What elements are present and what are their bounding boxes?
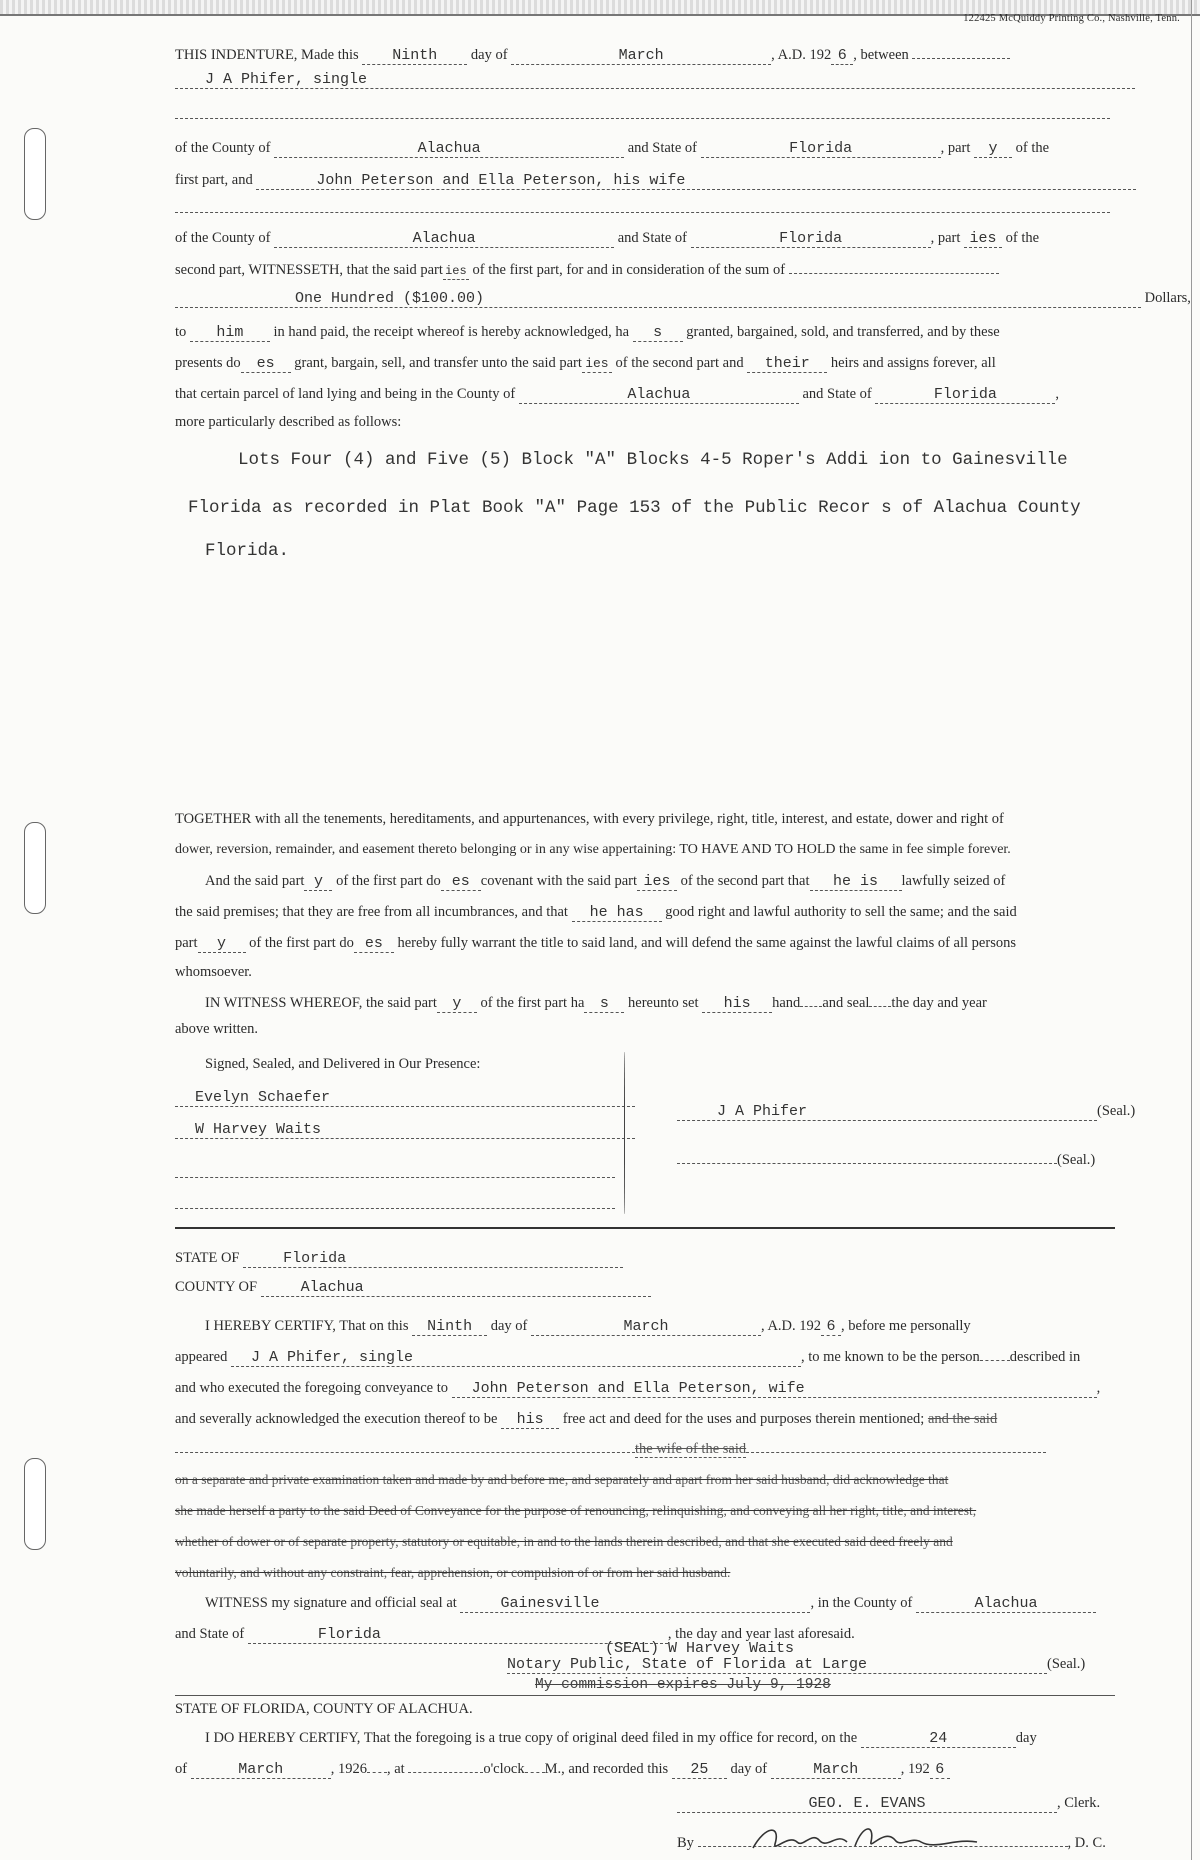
- together-line-3: And the said part y of the first part do es covenant with the said part ies of the second part that he is lawfully seized of: [205, 873, 1006, 890]
- indenture-line-6: of the County of Alachua and State of Florida , part ies of the: [175, 230, 1040, 247]
- county-field: Alachua: [274, 140, 624, 158]
- struck-text-2: she made herself a party to the said Deed of Conveyance for the purpose of renouncing, relinquishing, and conveying all her right, title, and interest,: [175, 1503, 977, 1518]
- notary-line: Notary Public, State of Florida at Large (Seal.): [507, 1656, 1086, 1673]
- deputy-signature-scrawl: [745, 1820, 985, 1856]
- witness-1-line: [175, 1089, 615, 1107]
- grantee-field: John Peterson and Ella Peterson, his wife: [256, 172, 1136, 190]
- grantor-line: [175, 71, 1110, 89]
- indenture-line-4: first part, and John Peterson and Ella Peterson, his wife: [175, 172, 1110, 190]
- indenture-line-9: to him in hand paid, the receipt whereof is hereby acknowledged, ha s granted, bargained, sold, and transferred, and by these: [175, 324, 1000, 341]
- blank-line: [175, 1177, 615, 1178]
- section-divider: [175, 1227, 1115, 1229]
- ack-witness-line: WITNESS my signature and official seal at Gainesville , in the County of Alachua: [205, 1595, 1110, 1613]
- together-line-2: dower, reversion, remainder, and easement thereto belonging or in any wise appertaining: TO HAVE AND TO HOLD the same in fee simple forever.: [175, 842, 1011, 857]
- blank-line: [175, 212, 1110, 213]
- printer-imprint: 122425 McQuiddy Printing Co., Nashville, Tenn.: [963, 13, 1180, 24]
- description-line-2: Florida as recorded in Plat Book "A" Page 153 of the Public Recor s of Alachua County: [188, 498, 1081, 518]
- together-line-6: whomsoever.: [175, 964, 252, 980]
- blank-line: [175, 1208, 615, 1209]
- month-field: March: [511, 47, 771, 65]
- description-line-1: Lots Four (4) and Five (5) Block "A" Blocks 4-5 Roper's Addi ion to Gainesville: [238, 450, 1068, 470]
- blank-line: [175, 118, 1110, 119]
- indenture-line-12: more particularly described as follows:: [175, 414, 402, 430]
- notary-seal-stamp: (SEAL) W Harvey Waits: [605, 1640, 795, 1657]
- indenture-line-10: presents do es grant, bargain, sell, and transfer unto the said part ies of the second part and their heirs and assigns forever, all: [175, 355, 996, 372]
- ack-county-line: COUNTY OF Alachua: [175, 1279, 1110, 1297]
- ack-line-1: I HEREBY CERTIFY, That on this Ninth day of March , A.D. 192 6 , before me personally: [205, 1318, 971, 1335]
- recording-line-1: I DO HEREBY CERTIFY, That the foregoing is a true copy of original deed filed in my office for record, on the 24 day: [205, 1730, 1037, 1747]
- struck-text-3: whether of dower or of separate property, statutory or equitable, in and to the lands therein described, and that she executed said deed freely and: [175, 1534, 953, 1549]
- witness-2: W Harvey Waits: [175, 1121, 635, 1139]
- grantor-signature: J A Phifer: [677, 1103, 1097, 1121]
- binder-hole: [24, 822, 46, 914]
- ack-line-5: the wife of the said: [175, 1441, 1110, 1458]
- indenture-line-3: of the County of Alachua and State of Florida , part y of the: [175, 140, 1050, 157]
- binder-hole: [24, 128, 46, 220]
- ack-line-2: appeared J A Phifer, single , to me known to be the person described in: [175, 1349, 1081, 1366]
- witness-whereof-line: IN WITNESS WHEREOF, the said part y of the first part ha s hereunto set his hand and seal the day and year: [205, 995, 987, 1012]
- struck-text-1: on a separate and private examination taken and made by and before me, and separately and apart from her said husband, did acknowledge that: [175, 1472, 949, 1487]
- indenture-line-7: second part, WITNESSETH, that the said part ies of the first part, for and in consideration of the sum of: [175, 262, 1110, 280]
- sum-line: One Hundred ($100.00) Dollars,: [175, 290, 1110, 308]
- indenture-line-1: THIS INDENTURE, Made this Ninth day of March , A.D. 192 6 , between: [175, 47, 1110, 65]
- indenture-line-11: that certain parcel of land lying and being in the County of Alachua and State of Florida ,: [175, 386, 1060, 403]
- together-line-1: TOGETHER with all the tenements, hereditaments, and appurtenances, with every privilege, right, title, interest, and estate, dower and right of: [175, 811, 1004, 827]
- above-written: above written.: [175, 1021, 258, 1037]
- section-divider: [175, 1695, 1115, 1696]
- clerk-name: GEO. E. EVANS: [677, 1795, 1057, 1813]
- witness-1: Evelyn Schaefer: [175, 1089, 635, 1107]
- brace: [624, 1052, 625, 1214]
- together-line-5: part y of the first part do es hereby fully warrant the title to said land, and will defend the same against the lawful claims of all persons: [175, 935, 1016, 952]
- ack-line-4: and severally acknowledged the execution thereof to be his free act and deed for the uses and purposes therein mentioned; and the said: [175, 1411, 998, 1428]
- state-field: Florida: [701, 140, 941, 158]
- binder-hole: [24, 1458, 46, 1550]
- page-edge: [1191, 0, 1192, 1860]
- seal-line-2: (Seal.): [677, 1152, 1117, 1169]
- together-line-4: the said premises; that they are free from all incumbrances, and that he has good right and lawful authority to sell the same; and the said: [175, 904, 1017, 921]
- grantor-signature-line: J A Phifer (Seal.): [677, 1103, 1117, 1121]
- sum-field: One Hundred ($100.00): [175, 290, 1141, 308]
- notary-expires: My commission expires July 9, 1928: [535, 1677, 831, 1693]
- ack-state2-line: and State of Florida , the day and year last aforesaid.: [175, 1626, 855, 1643]
- recording-heading: STATE OF FLORIDA, COUNTY OF ALACHUA.: [175, 1701, 473, 1717]
- clerk-line: GEO. E. EVANS , Clerk.: [677, 1795, 1117, 1813]
- deputy-line: By , D. C.: [677, 1828, 1117, 1852]
- description-line-3: Florida.: [205, 541, 290, 561]
- recording-line-2: of March , 1926 , at o'clock M., and recorded this 25 day of March , 192 6: [175, 1761, 1110, 1779]
- day-field: Ninth: [362, 47, 467, 65]
- ack-state-line: STATE OF Florida: [175, 1250, 1110, 1268]
- notary-title: Notary Public, State of Florida at Large: [507, 1656, 1047, 1674]
- grantor-field: J A Phifer, single: [175, 71, 1135, 89]
- notary-name: W Harvey Waits: [668, 1640, 795, 1657]
- signed-heading: Signed, Sealed, and Delivered in Our Presence:: [205, 1056, 481, 1072]
- witness-2-line: [175, 1121, 615, 1139]
- ack-line-3: and who executed the foregoing conveyance to John Peterson and Ella Peterson, wife ,: [175, 1380, 1101, 1397]
- struck-text-4: voluntarily, and without any constraint, fear, apprehension, or compulsion of or from her said husband.: [175, 1565, 731, 1580]
